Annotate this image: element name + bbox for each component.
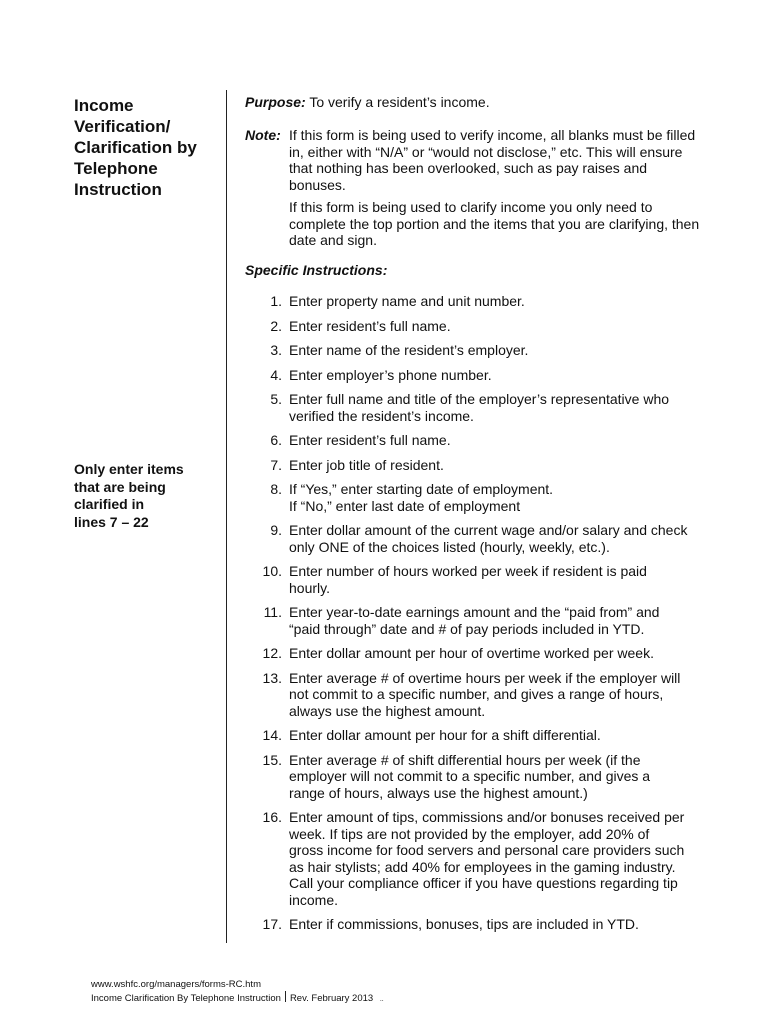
instruction-text-line: Enter full name and title of the employer’s representative who xyxy=(289,391,670,407)
main-content xyxy=(245,94,700,941)
instruction-text-line: Enter dollar amount of the current wage and/or salary and check xyxy=(289,522,688,538)
instruction-number: 4. xyxy=(270,366,282,383)
instruction-number: 3. xyxy=(270,342,282,358)
sidebar-note-line: that are being xyxy=(74,478,166,495)
instruction-number: 15. xyxy=(262,751,282,768)
footer-revision: Rev. February 2013 xyxy=(289,993,374,1004)
instruction-text-line: Enter resident’s full name. xyxy=(289,432,451,448)
instruction-number: 6. xyxy=(270,432,282,448)
instruction-number: 17. xyxy=(262,916,282,932)
instruction-text-line: Enter number of hours worked per week if resident is paid xyxy=(289,563,647,579)
instruction-text-line: always use the highest amount. xyxy=(289,702,486,719)
instruction-item xyxy=(245,809,700,908)
note-paragraph-2: If this form is being used to clarify income you only need to complete the top portion and the items that you are clarifying, then date and sign. xyxy=(289,199,700,248)
instruction-text-line: Enter if commissions, bonuses, tips are included in YTD. xyxy=(289,916,639,932)
instruction-text-line: If “No,” enter last date of employment xyxy=(289,497,521,514)
instruction-text-line: Enter employer’s phone number. xyxy=(289,366,492,383)
instruction-text-line: only ONE of the choices listed (hourly, weekly, etc.). xyxy=(289,538,610,555)
instruction-text-line: range of hours, always use the highest amount.) xyxy=(289,784,588,801)
instruction-number: 5. xyxy=(270,391,282,407)
instruction-number: 13. xyxy=(262,669,282,686)
document-title xyxy=(74,95,224,200)
instruction-number: 7. xyxy=(270,456,282,473)
instruction-item xyxy=(245,457,700,474)
instruction-text-line: Enter dollar amount per hour for a shift differential. xyxy=(289,727,601,743)
instruction-item xyxy=(245,391,700,424)
instruction-text-line: Enter property name and unit number. xyxy=(289,293,525,309)
instruction-text-line: not commit to a specific number, and gives a range of hours, xyxy=(289,686,664,702)
instruction-item xyxy=(245,604,700,637)
instruction-list xyxy=(245,293,700,933)
instruction-item xyxy=(245,342,700,359)
instruction-number: 9. xyxy=(270,522,282,538)
instruction-text-line: Enter amount of tips, commissions and/or bonuses received per xyxy=(289,809,685,825)
footer-separator xyxy=(285,991,286,1002)
purpose-line xyxy=(245,94,700,110)
note-paragraph-1: If this form is being used to verify income, all blanks must be filled in, either with “N/A” or “would not disclose,” etc. This will ensure that nothing has been overlooked, such as pay raises and bonuses. xyxy=(289,127,696,193)
instruction-item xyxy=(245,645,700,662)
title-line: Verification/ xyxy=(74,117,171,136)
instruction-number: 2. xyxy=(270,317,282,334)
sidebar-note-line: clarified in xyxy=(74,496,145,512)
instruction-item xyxy=(245,727,700,744)
instruction-text-line: hourly. xyxy=(289,579,330,596)
footer-doc-title: Income Clarification By Telephone Instruction xyxy=(91,993,281,1004)
instruction-item xyxy=(245,432,700,449)
instruction-number: 12. xyxy=(262,645,282,661)
instruction-item xyxy=(245,367,700,384)
sidebar-note-line: lines 7 – 22 xyxy=(74,513,149,530)
instruction-text-line: “paid through” date and # of pay periods included in YTD. xyxy=(289,620,645,637)
purpose-label: Purpose: xyxy=(245,94,306,110)
instruction-item xyxy=(245,916,700,933)
title-line: Instruction xyxy=(74,180,162,199)
instruction-number: 11. xyxy=(263,604,282,620)
note-block xyxy=(245,127,700,249)
instruction-text-line: Enter dollar amount per hour of overtime worked per week. xyxy=(289,645,654,661)
instruction-text-line: employer will not commit to a specific number, and gives a xyxy=(289,768,651,784)
instruction-item xyxy=(245,481,700,514)
note-label: Note: xyxy=(245,127,281,143)
footer-mark: .. xyxy=(379,996,384,1003)
title-line: Telephone xyxy=(74,159,158,178)
title-line: Clarification by xyxy=(74,138,197,157)
instruction-text-line: Enter year-to-date earnings amount and the “paid from” and xyxy=(289,604,660,620)
purpose-text: To verify a resident’s income. xyxy=(309,94,490,110)
title-line: Income xyxy=(74,96,134,115)
instruction-number: 8. xyxy=(270,481,282,497)
instruction-text-line: week. If tips are not provided by the employer, add 20% of xyxy=(289,825,650,842)
instruction-item xyxy=(245,563,700,596)
sidebar-note xyxy=(74,461,224,531)
instruction-item xyxy=(245,522,700,555)
instruction-text-line: Enter average # of shift differential hours per week (if the xyxy=(289,751,641,768)
instruction-number: 14. xyxy=(262,727,282,743)
instruction-text-line: Enter average # of overtime hours per week if the employer will xyxy=(289,669,681,686)
vertical-divider xyxy=(226,90,227,943)
instruction-text-line: gross income for food servers and personal care providers such xyxy=(289,842,685,858)
instruction-text-line: If “Yes,” enter starting date of employment. xyxy=(289,481,554,497)
instruction-text-line: Enter name of the resident’s employer. xyxy=(289,342,529,358)
instruction-number: 10. xyxy=(262,563,282,579)
instruction-item xyxy=(245,293,700,310)
page-footer xyxy=(91,978,384,1006)
sidebar-note-line: Only enter items xyxy=(74,461,184,477)
instruction-item xyxy=(245,670,700,720)
instruction-item xyxy=(245,752,700,802)
specific-instructions-heading: Specific Instructions: xyxy=(245,261,388,278)
instruction-number: 16. xyxy=(262,809,282,825)
instruction-text-line: Enter job title of resident. xyxy=(289,456,444,473)
instruction-text-line: income. xyxy=(289,891,339,908)
instruction-text-line: Enter resident’s full name. xyxy=(289,317,451,334)
instruction-item xyxy=(245,318,700,335)
footer-url: www.wshfc.org/managers/forms-RC.htm xyxy=(91,979,261,990)
instruction-number: 1. xyxy=(270,293,282,309)
instruction-text-line: Call your compliance officer if you have questions regarding tip xyxy=(289,875,678,891)
footer-line xyxy=(91,991,384,1006)
instruction-text-line: verified the resident’s income. xyxy=(289,407,474,424)
instruction-text-line: as hair stylists; add 40% for employees in the gaming industry. xyxy=(289,858,676,875)
